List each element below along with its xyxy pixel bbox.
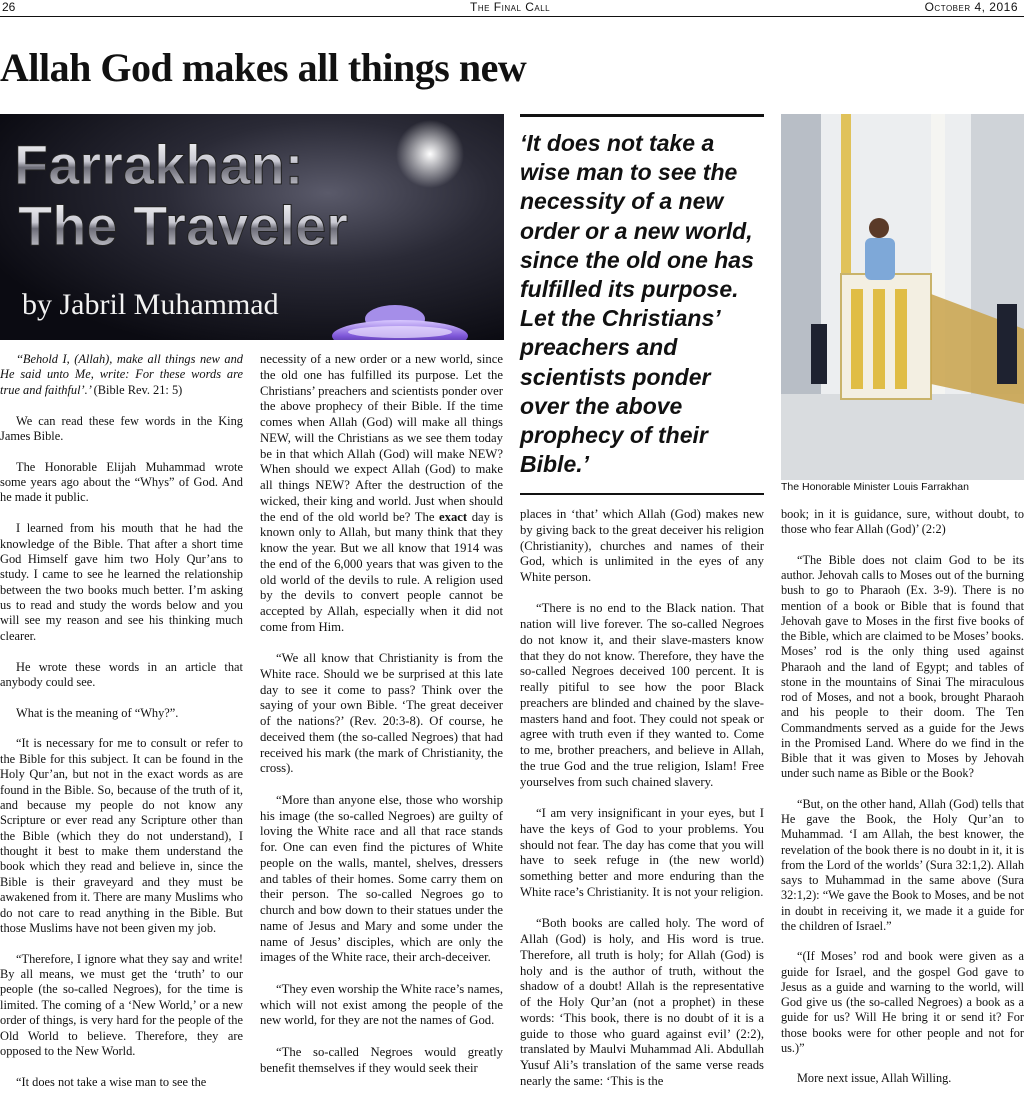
paragraph: “We all know that Christianity is from the White race. Should we be surprised at this late day to see it come to pass? Think over the saying of your own Bible. ‘The great deceiver of the nations?’ (Rev. 20:3-8). Of course, he deceived them (the so-called Negroes) that had received his mark (the mark of Christianity, the cross).	[260, 651, 503, 776]
paragraph: “I am very insignificant in your eyes, but I have the keys of God to your problems. You should not fear. The day has come that you will have to seek refuge in (the new world) something better and more enduring than the White race’s Christianity. It is not your religion.	[520, 806, 764, 899]
paragraph: “Both books are called holy. The word of Allah (God) is holy, and His word is true. Therefore, all truth is holy; for Allah (God) is holy and is the author of truth, without the shadow of a doubt! Allah is the representative of the Holy Qur’an (not a prophet) in these words: ‘This book, there is no doubt of it is a guide to those who guard against evil’ (2:2), translated by Maulvi Muhammad Ali. Abdullah Yusuf Ali’s translation of the same verse reads nearly the same: ‘This is the	[520, 916, 764, 1088]
emphasis-exact: exact	[438, 509, 468, 524]
paragraph: book; in it is guidance, sure, without doubt, to those who fear Allah (God)’ (2:2)	[781, 507, 1024, 537]
closing-line: More next issue, Allah Willing.	[797, 1071, 952, 1086]
paragraph: “But, on the other hand, Allah (God) tells that He gave the Book, the Holy Qur’an to Muhammad. ‘I am Allah, the best knower, the revelation of the book there is no doubt in it, it is from the Lord of the worlds’ (Sura 32:1,2). Allah says to Muhammad in the same above (Sura 32:1,2): “We gave the Book to Moses, and be not in doubt in receiving it, we made it a guide for the children of Israel.”	[781, 796, 1024, 933]
photo-minister-farrakhan	[781, 114, 1024, 480]
banner-title-line1: Farrakhan:	[14, 133, 304, 196]
banner-graphic	[0, 114, 504, 340]
ufo-icon	[332, 305, 468, 340]
paragraph: He wrote these words in an article that anybody could see.	[0, 659, 243, 689]
article-column-1	[0, 352, 243, 1105]
paragraph: I learned from his mouth that he had the knowledge of the Bible. That after a short time God Himself gave him two Holy Qur’ans to study. I came to see he learned the relationship between the two books much better. I’m asking us to read and study the words below and you will see my reason and see his thinking much clearer.	[0, 521, 243, 643]
star-glow-icon	[396, 120, 464, 188]
page-header	[0, 0, 1024, 17]
column-banner	[0, 114, 504, 340]
paragraph: “It does not take a wise man to see the	[16, 1074, 207, 1089]
banner-title-line2: The Traveler	[18, 194, 348, 257]
issue-date: October 4, 2016	[924, 0, 1018, 14]
paragraph: What is the meaning of “Why?”.	[16, 705, 179, 720]
paragraph: “It is necessary for me to consult or refer to the Bible for this subject. It can be found in the Holy Qur’an, but not in the exact words as are found in the Bible. So, because of the truth of it, and because my people do not know any Scripture or ever read any Scripture other than the Bible (which they do not understand), I thought it best to make them understand the book which they read and believe in, since the Bible is their graveyard and they must be awakened from it. There are many Muslims who do not care to read anything in the Bible. But those Muslims have not been given my job.	[0, 736, 243, 935]
paragraph: “They even worship the White race’s names, which will not exist among the people of the new world, for they are not the names of God.	[260, 981, 503, 1028]
photo-illustration	[781, 114, 1024, 480]
article-column-3	[520, 507, 764, 1105]
paragraph: “(If Moses’ rod and book were given as a guide for Israel, and the gospel God gave to Jesus as a guide and warning to the world, will God give us (the so-called Negroes) a book as a guide for us? Will He bring it or send it? For those books were for other people and not for us.)”	[781, 949, 1024, 1055]
paragraph: We can read these few words in the King James Bible.	[0, 413, 243, 443]
banner-byline: by Jabril Muhammad	[22, 288, 279, 321]
paragraph: “The Bible does not claim God to be its author. Jehovah calls to Moses out of the burning bush to go to Pharaoh (Ex. 3-9). There is no mention of a book or Bible that is found that Jehovah gave to Moses in the first five books of the Bible, which are claimed to be Moses’ books. Moses’ rod is the only thing used against Pharaoh and the land of Egypt; and tables of stone in the mountains of Sinai The miraculous rod of Moses, and not a book, brought Pharaoh and his people to their doom. The Ten Commandments served as a guide for the Jews in the Promised Land. Where do we find in the Bible that it was given to Moses by Jehovah under such name as Bible or the Book?	[781, 552, 1024, 781]
publication-name: The Final Call	[470, 0, 551, 14]
headline: Allah God makes all things new	[0, 45, 527, 90]
paragraph: “The so-called Negroes would greatly benefit themselves if they would seek their	[260, 1044, 503, 1075]
page-number: 26	[2, 0, 16, 14]
paragraph: “Therefore, I ignore what they say and write! By all means, we must get the ‘truth’ to our people (the so-called Negroes), for the time is limited. The coming of a ‘New World,’ or a new order of things, is very hard for the people of the Old World to believe. Therefore, they are opposed to the New World.	[0, 951, 243, 1058]
paragraph: The Honorable Elijah Muhammad wrote some years ago about the “Whys” of God. And he made it public.	[0, 459, 243, 505]
pull-quote-box	[520, 114, 764, 495]
pull-quote: ‘It does not take a wise man to see the necessity of a new order or a new world, since the old one has fulfilled its purpose. Let the Christians’ preachers and scientists ponder over the above prophecy of their Bible.’	[520, 130, 754, 478]
article-column-4	[781, 507, 1024, 1102]
photo-caption: The Honorable Minister Louis Farrakhan	[781, 481, 969, 493]
paragraph: “More than anyone else, those who worship his image (the so-called Negroes) are guilty of loving the White race and all that race stands for. One can even find the pictures of White people on the walls, mantel, shelves, dressers and tables of their homes. Some carry them on their person. The so-called Negroes go to church and bow down to their statues under the name of Jesus and Mary and some under the name of Jesus’ disciples, which are only the images of the White race, their arch-deceiver.	[260, 792, 503, 965]
paragraph: “There is no end to the Black nation. That nation will live forever. The so-called Negroes do not know it, and their slave-masters know that they do not know. Therefore, they have the so-called Negroes deceived 100 percent. It is really pitiful to see how the poor Black preachers are blinded and chained by the slave-masters hand and foot. They could not speak or agree with truth even if they wanted to. Come to me, brother preachers, and believe in Allah, the true God and the true religion, Islam! Free yourselves from such chained slavery.	[520, 601, 764, 789]
epigraph: ‘‘Behold I, (Allah), make all things new and He said unto Me, write: For these words are true and faithful’.’ (Bible Rev. 21: 5)	[0, 352, 243, 397]
article-column-2	[260, 352, 503, 1092]
epigraph-reference: (Bible Rev. 21: 5)	[93, 382, 183, 397]
paragraph: necessity of a new order or a new world, since the old one has fulfilled its purpose. Let the Christians’ preachers and scientists ponder over the above prophecy of their Bible. If the time comes when Allah (God) will make all things NEW, will the Christians as we see them today be in that which Allah (God) will make NEW? When should we expect Allah (God) to make all things NEW? After the destruction of the wicked, their king and world. Just when should the end of the old world be? The exact day is known only to Allah, but many think that they know the year. But we all know that 1914 was the end of the 6,000 years that was given to the old world of the devils to rule. A religion used by the devils to convert people cannot be accepted by Allah, especially when it did not come from Him.	[260, 352, 504, 634]
paragraph: places in ‘that’ which Allah (God) makes new by giving back to the great deceiver his religion (Christianity), churches and names of their God, which is unlimited in the eyes of any White person.	[520, 507, 764, 584]
